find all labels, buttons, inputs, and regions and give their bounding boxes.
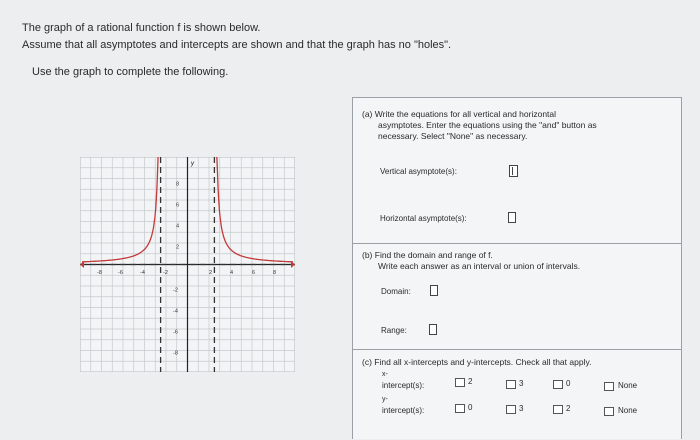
- range-label: Range:: [381, 326, 407, 335]
- x-intercept-checkbox-0[interactable]: [553, 380, 563, 389]
- intro-line-1: The graph of a rational function f is shown below.: [22, 22, 261, 34]
- y-intercept-option-none: None: [618, 406, 638, 415]
- vertical-asymptote-input[interactable]: [509, 165, 518, 177]
- y-tick-label: -4: [173, 308, 178, 315]
- part-a-text-1: (a) Write the equations for all vertical and horizontal: [362, 109, 557, 119]
- x-tick-label: 4: [230, 270, 234, 276]
- x-tick-label: -8: [97, 270, 102, 276]
- x-intercept-label: intercept(s):: [382, 381, 425, 390]
- answer-panel: [352, 97, 682, 439]
- problem-intro: [22, 20, 451, 54]
- y-tick-label: 6: [176, 202, 180, 209]
- x-intercept-label-top: x-: [382, 371, 388, 378]
- x-tick-label: -2: [163, 270, 168, 276]
- range-input[interactable]: [429, 324, 437, 335]
- x-intercept-option-none: None: [618, 381, 638, 390]
- x-tick-label: 8: [273, 270, 277, 276]
- x-tick-label: -6: [118, 270, 123, 276]
- domain-input[interactable]: [430, 285, 438, 296]
- part-b-text-1: (b) Find the domain and range of f.: [362, 250, 493, 260]
- rational-function-graph: [80, 157, 295, 372]
- part-c-section: [353, 350, 681, 440]
- y-axis-label: y: [191, 161, 194, 167]
- part-a-text-2: asymptotes. Enter the equations using the "and" button as: [378, 120, 597, 130]
- y-tick-label: -2: [173, 287, 178, 294]
- y-tick-label: 8: [176, 181, 180, 188]
- intro-line-2: Assume that all asymptotes and intercepts are shown and that the graph has no "holes".: [22, 39, 452, 51]
- x-intercept-option-0: 0: [566, 379, 571, 388]
- y-intercept-label-top: y-: [382, 396, 388, 403]
- y-intercept-checkbox-3[interactable]: [506, 405, 516, 414]
- x-intercept-checkbox-2[interactable]: [455, 378, 465, 387]
- domain-label: Domain:: [381, 287, 411, 296]
- x-tick-label: 6: [252, 270, 256, 276]
- x-intercept-option-3: 3: [519, 379, 524, 388]
- x-intercept-checkbox-3[interactable]: [506, 380, 516, 389]
- part-c-text: (c) Find all x-intercepts and y-intercepts. Check all that apply.: [362, 357, 592, 367]
- part-a-section: [353, 98, 681, 244]
- y-intercept-option-0: 0: [468, 403, 473, 412]
- horizontal-asymptote-label: Horizontal asymptote(s):: [380, 214, 467, 223]
- y-tick-label: 2: [176, 244, 180, 251]
- horizontal-asymptote-input[interactable]: [508, 212, 516, 223]
- y-intercept-checkbox-none[interactable]: [604, 407, 614, 416]
- x-tick-label: 2: [209, 270, 213, 276]
- part-b-text-2: Write each answer as an interval or union of intervals.: [378, 261, 581, 271]
- x-intercept-option-2: 2: [468, 377, 473, 386]
- part-a-text-3: necessary. Select "None" as necessary.: [378, 131, 528, 141]
- y-intercept-checkbox-0[interactable]: [455, 404, 465, 413]
- y-tick-label: -6: [173, 329, 178, 336]
- y-intercept-option-2: 2: [566, 404, 571, 413]
- y-intercept-option-3: 3: [519, 404, 524, 413]
- y-intercept-checkbox-2[interactable]: [553, 405, 563, 414]
- x-intercept-checkbox-none[interactable]: [604, 382, 614, 391]
- part-b-section: [353, 244, 681, 350]
- y-tick-label: 4: [176, 223, 180, 230]
- x-tick-label: -4: [140, 270, 145, 276]
- instruction-text: Use the graph to complete the following.: [32, 66, 229, 78]
- y-tick-label: -8: [173, 350, 178, 357]
- vertical-asymptote-label: Vertical asymptote(s):: [380, 167, 457, 176]
- y-intercept-label: intercept(s):: [382, 406, 425, 415]
